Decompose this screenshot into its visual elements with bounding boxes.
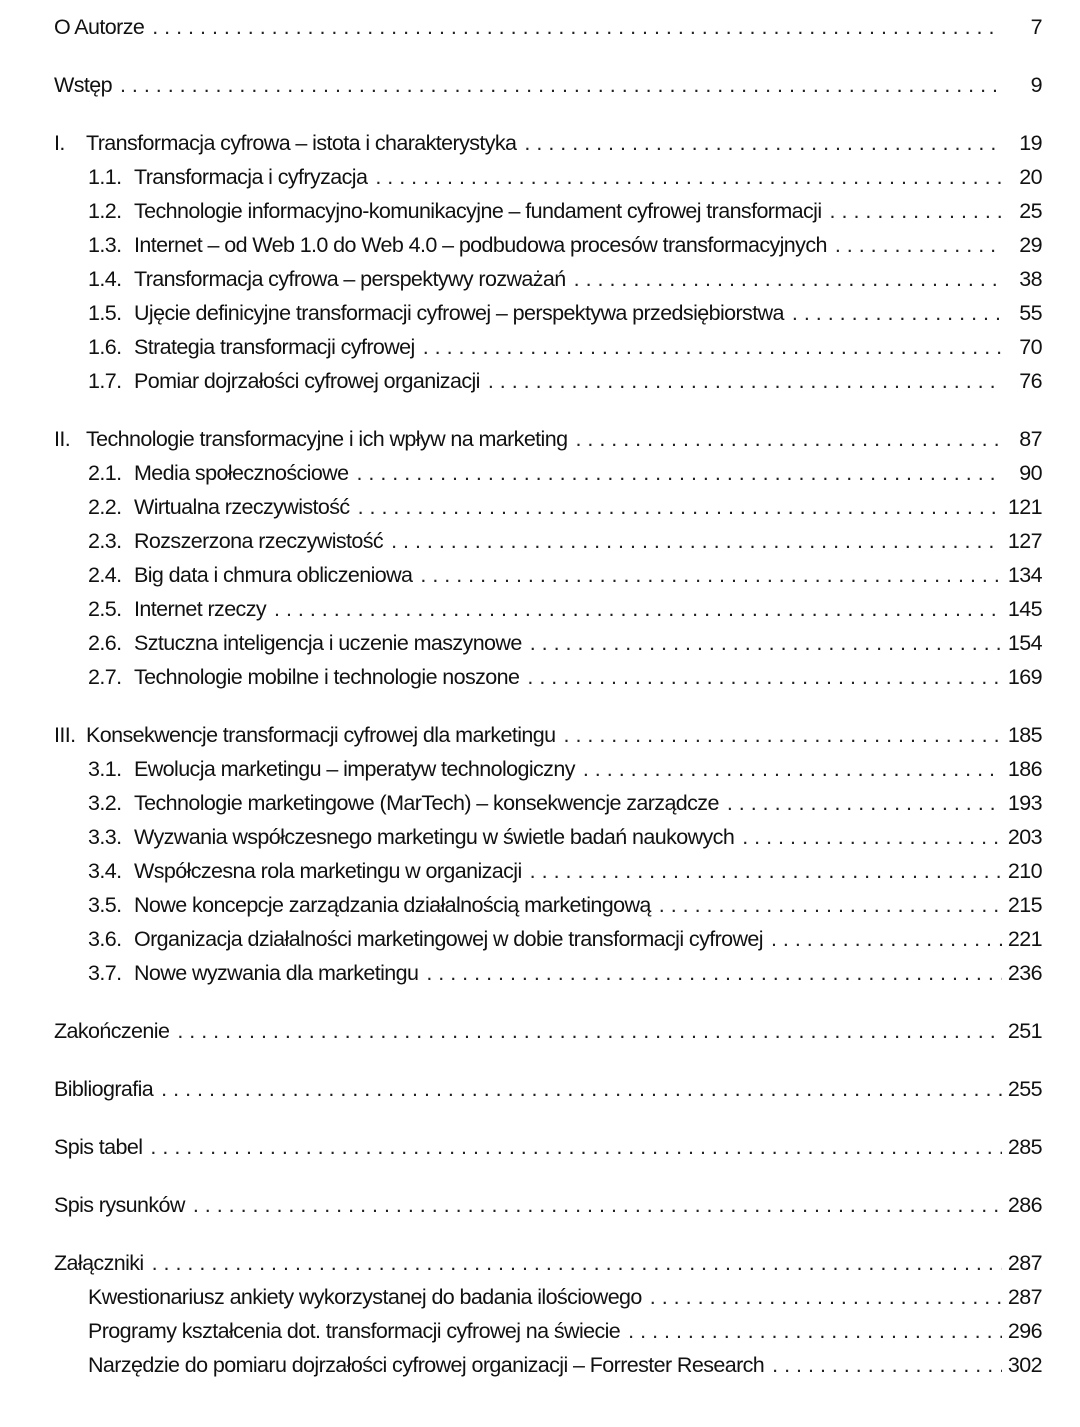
- toc-entry-number: 1.7.: [88, 369, 122, 393]
- dot-leader: [358, 490, 1002, 524]
- dot-leader: [575, 422, 1002, 456]
- toc-entry-number: 2.5.: [88, 597, 122, 621]
- toc-entry-page-number: 9: [1030, 73, 1042, 97]
- toc-entry-page-number: 19: [1019, 131, 1042, 155]
- dot-leader: [150, 1130, 1002, 1164]
- toc-entry-page-number: 154: [1007, 631, 1042, 655]
- toc-entry-page-number: 121: [1007, 495, 1042, 519]
- toc-entry-page-number: 185: [1007, 723, 1042, 747]
- dot-leader: [659, 888, 1002, 922]
- dot-leader: [177, 1014, 1002, 1048]
- toc-entry-title: Spis rysunków: [54, 1193, 185, 1217]
- toc-entry-number: 2.4.: [88, 563, 122, 587]
- toc-entry-number: 2.2.: [88, 495, 122, 519]
- dot-leader: [835, 228, 1002, 262]
- toc-entry-title: Transformacja cyfrowa – istota i charakterystyka: [86, 131, 517, 155]
- toc-entry-title: Transformacja i cyfryzacja: [134, 165, 368, 189]
- toc-entry-number: II.: [54, 427, 71, 451]
- toc-entry-title: Wstęp: [54, 73, 112, 97]
- toc-entry-number: 3.4.: [88, 859, 122, 883]
- dot-leader: [120, 68, 1002, 102]
- toc-entry-number: 3.3.: [88, 825, 122, 849]
- toc-entry-s3-3: [0, 820, 1080, 854]
- toc-entry-s3-1: [0, 752, 1080, 786]
- toc-entry-page-number: 20: [1019, 165, 1042, 189]
- toc-entry-number: 2.1.: [88, 461, 122, 485]
- dot-leader: [420, 558, 1002, 592]
- toc-entry-s3-5: [0, 888, 1080, 922]
- toc-entry-s1-5: [0, 296, 1080, 330]
- toc-entry-page-number: 255: [1007, 1077, 1042, 1101]
- toc-entry-page-number: 221: [1007, 927, 1042, 951]
- toc-entry-number: 3.2.: [88, 791, 122, 815]
- toc-entry-s3-2: [0, 786, 1080, 820]
- toc-entry-title: Organizacja działalności marketingowej w dobie transformacji cyfrowej: [134, 927, 763, 951]
- toc-entry-page-number: 169: [1007, 665, 1042, 689]
- toc-entry-title: Nowe koncepcje zarządzania działalnością marketingową: [134, 893, 651, 917]
- toc-entry-number: 3.1.: [88, 757, 122, 781]
- toc-entry-s2-5: [0, 592, 1080, 626]
- toc-entry-s3-4: [0, 854, 1080, 888]
- toc-entry-s1-1: [0, 160, 1080, 194]
- toc-entry-page-number: 134: [1007, 563, 1042, 587]
- toc-entry-page-number: 87: [1019, 427, 1042, 451]
- toc-entry-page-number: 296: [1007, 1319, 1042, 1343]
- toc-entry-s1-2: [0, 194, 1080, 228]
- toc-entry-s2-7: [0, 660, 1080, 694]
- toc-entry-page-number: 236: [1007, 961, 1042, 985]
- toc-entry-page-number: 302: [1007, 1353, 1042, 1377]
- toc-entry-title: O Autorze: [54, 15, 145, 39]
- toc-entry-title: Ujęcie definicyjne transformacji cyfrowej – perspektywa przedsiębiorstwa: [134, 301, 784, 325]
- dot-leader: [426, 956, 1002, 990]
- toc-entry-ch2: [0, 422, 1080, 456]
- toc-entry-number: 1.2.: [88, 199, 122, 223]
- toc-entry-number: 2.3.: [88, 529, 122, 553]
- toc-entry-zal-1: [0, 1280, 1080, 1314]
- dot-leader: [628, 1314, 1002, 1348]
- toc-entry-s2-6: [0, 626, 1080, 660]
- toc-entry-s3-7: [0, 956, 1080, 990]
- toc-entry-number: 1.5.: [88, 301, 122, 325]
- toc-entry-page-number: 287: [1007, 1285, 1042, 1309]
- dot-leader: [423, 330, 1002, 364]
- dot-leader: [727, 786, 1002, 820]
- toc-entry-page-number: 55: [1019, 301, 1042, 325]
- toc-entry-title: Technologie mobilne i technologie noszone: [134, 665, 520, 689]
- table-of-contents: [0, 10, 1080, 1382]
- toc-entry-title: Technologie transformacyjne i ich wpływ na marketing: [86, 427, 568, 451]
- toc-entry-s2-1: [0, 456, 1080, 490]
- toc-entry-page-number: 7: [1030, 15, 1042, 39]
- dot-leader: [152, 1246, 1002, 1280]
- toc-entry-zal-2: [0, 1314, 1080, 1348]
- toc-entry-page-number: 145: [1007, 597, 1042, 621]
- toc-entry-page-number: 25: [1019, 199, 1042, 223]
- dot-leader: [583, 752, 1002, 786]
- toc-entry-number: 1.4.: [88, 267, 122, 291]
- toc-entry-page-number: 76: [1019, 369, 1042, 393]
- toc-entry-page-number: 251: [1007, 1019, 1042, 1043]
- dot-leader: [530, 626, 1002, 660]
- toc-entry-zal-3: [0, 1348, 1080, 1382]
- toc-entry-title: Konsekwencje transformacji cyfrowej dla marketingu: [86, 723, 556, 747]
- toc-entry-title: Współczesna rola marketingu w organizacji: [134, 859, 522, 883]
- dot-leader: [193, 1188, 1002, 1222]
- toc-entry-number: 3.6.: [88, 927, 122, 951]
- toc-entry-wstep: [0, 68, 1080, 102]
- dot-leader: [391, 524, 1002, 558]
- dot-leader: [830, 194, 1002, 228]
- toc-entry-s1-4: [0, 262, 1080, 296]
- toc-entry-page-number: 287: [1007, 1251, 1042, 1275]
- toc-entry-title: Sztuczna inteligencja i uczenie maszynowe: [134, 631, 522, 655]
- toc-entry-s1-3: [0, 228, 1080, 262]
- dot-leader: [742, 820, 1002, 854]
- dot-leader: [792, 296, 1002, 330]
- toc-entry-title: Strategia transformacji cyfrowej: [134, 335, 415, 359]
- toc-entry-zalaczniki: [0, 1246, 1080, 1280]
- dot-leader: [772, 1348, 1002, 1382]
- toc-entry-title: Transformacja cyfrowa – perspektywy rozważań: [134, 267, 566, 291]
- toc-entry-page-number: 286: [1007, 1193, 1042, 1217]
- toc-entry-page-number: 90: [1019, 461, 1042, 485]
- dot-leader: [524, 126, 1002, 160]
- toc-entry-title: Załączniki: [54, 1251, 144, 1275]
- toc-entry-s3-6: [0, 922, 1080, 956]
- toc-entry-spis-rysunkow: [0, 1188, 1080, 1222]
- toc-entry-title: Wirtualna rzeczywistość: [134, 495, 350, 519]
- toc-entry-title: Pomiar dojrzałości cyfrowej organizacji: [134, 369, 480, 393]
- toc-entry-s1-6: [0, 330, 1080, 364]
- toc-entry-title: Spis tabel: [54, 1135, 143, 1159]
- dot-leader: [488, 364, 1002, 398]
- toc-entry-number: 1.3.: [88, 233, 122, 257]
- toc-entry-zakonczenie: [0, 1014, 1080, 1048]
- toc-entry-title: Internet – od Web 1.0 do Web 4.0 – podbudowa procesów transformacyjnych: [134, 233, 827, 257]
- toc-entry-title: Bibliografia: [54, 1077, 154, 1101]
- dot-leader: [650, 1280, 1002, 1314]
- toc-entry-page-number: 38: [1019, 267, 1042, 291]
- toc-entry-spis-tabel: [0, 1130, 1080, 1164]
- toc-entry-title: Nowe wyzwania dla marketingu: [134, 961, 419, 985]
- toc-entry-title: Zakończenie: [54, 1019, 170, 1043]
- toc-entry-page-number: 70: [1019, 335, 1042, 359]
- toc-entry-number: 1.6.: [88, 335, 122, 359]
- dot-leader: [527, 660, 1002, 694]
- dot-leader: [530, 854, 1002, 888]
- toc-entry-o-autorze: [0, 10, 1080, 44]
- dot-leader: [574, 262, 1002, 296]
- toc-entry-title: Big data i chmura obliczeniowa: [134, 563, 413, 587]
- toc-entry-number: 3.7.: [88, 961, 122, 985]
- toc-entry-title: Media społecznościowe: [134, 461, 349, 485]
- toc-entry-page-number: 186: [1007, 757, 1042, 781]
- toc-entry-title: Rozszerzona rzeczywistość: [134, 529, 384, 553]
- dot-leader: [564, 718, 1002, 752]
- toc-entry-s2-4: [0, 558, 1080, 592]
- toc-entry-ch3: [0, 718, 1080, 752]
- toc-entry-title: Technologie informacyjno-komunikacyjne – fundament cyfrowej transformacji: [134, 199, 822, 223]
- toc-entry-page-number: 127: [1007, 529, 1042, 553]
- toc-entry-title: Kwestionariusz ankiety wykorzystanej do badania ilościowego: [88, 1285, 642, 1309]
- toc-entry-number: 2.6.: [88, 631, 122, 655]
- toc-entry-number: 1.1.: [88, 165, 122, 189]
- toc-entry-page-number: 193: [1007, 791, 1042, 815]
- toc-entry-s1-7: [0, 364, 1080, 398]
- toc-entry-page-number: 210: [1007, 859, 1042, 883]
- toc-entry-bibliografia: [0, 1072, 1080, 1106]
- toc-entry-page-number: 215: [1007, 893, 1042, 917]
- toc-entry-title: Programy kształcenia dot. transformacji cyfrowej na świecie: [88, 1319, 621, 1343]
- toc-entry-s2-3: [0, 524, 1080, 558]
- dot-leader: [375, 160, 1002, 194]
- toc-entry-title: Internet rzeczy: [134, 597, 266, 621]
- toc-entry-title: Ewolucja marketingu – imperatyw technologiczny: [134, 757, 575, 781]
- toc-entry-title: Technologie marketingowe (MarTech) – konsekwencje zarządcze: [134, 791, 719, 815]
- toc-entry-title: Wyzwania współczesnego marketingu w świetle badań naukowych: [134, 825, 735, 849]
- toc-entry-title: Narzędzie do pomiaru dojrzałości cyfrowej organizacji – Forrester Research: [88, 1353, 765, 1377]
- dot-leader: [161, 1072, 1002, 1106]
- toc-entry-number: 3.5.: [88, 893, 122, 917]
- toc-entry-page-number: 203: [1007, 825, 1042, 849]
- dot-leader: [152, 10, 1002, 44]
- toc-entry-page-number: 29: [1019, 233, 1042, 257]
- dot-leader: [356, 456, 1002, 490]
- toc-entry-number: 2.7.: [88, 665, 122, 689]
- toc-entry-page-number: 285: [1007, 1135, 1042, 1159]
- toc-entry-number: III.: [54, 723, 76, 747]
- toc-entry-s2-2: [0, 490, 1080, 524]
- dot-leader: [274, 592, 1002, 626]
- dot-leader: [771, 922, 1002, 956]
- toc-entry-ch1: [0, 126, 1080, 160]
- toc-entry-number: I.: [54, 131, 65, 155]
